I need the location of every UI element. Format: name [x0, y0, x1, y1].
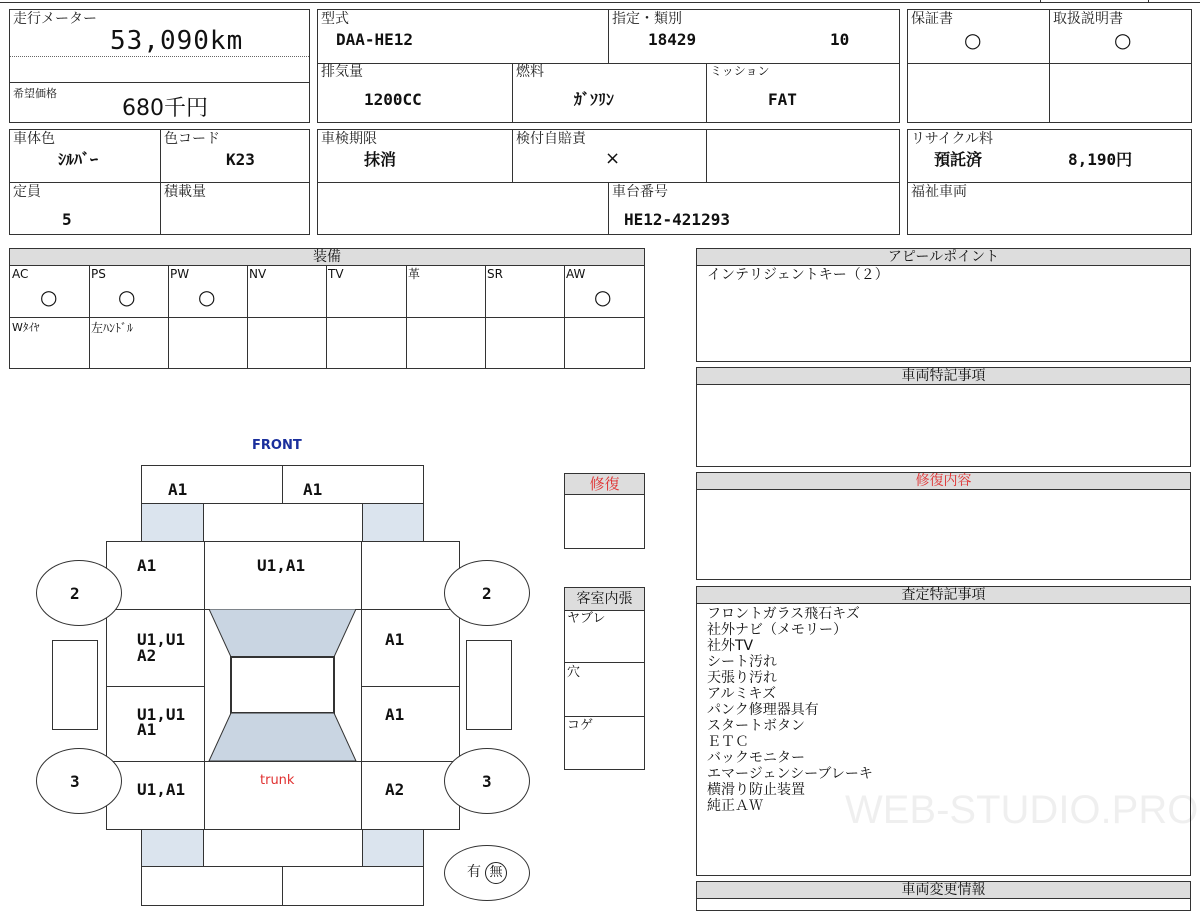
- chassis-value: HE12-421293: [624, 210, 730, 229]
- mission-value: FAT: [768, 90, 797, 109]
- assessment-text: フロントガラス飛石キズ 社外ナビ（メモリー） 社外TV シート汚れ 天張り汚れ アルミキズ パンク修理器具有 スタートボタン ＥＴＣ バックモニター エマージェンシーブレーキ 横滑り防止装置 純正ＡＷ: [707, 606, 873, 814]
- divider: [423, 830, 424, 866]
- manual-label: 取扱説明書: [1053, 11, 1123, 27]
- divider: [608, 10, 609, 63]
- equipment-table: [9, 248, 645, 369]
- divider: [706, 130, 707, 182]
- recycle-label: リサイクル料: [911, 131, 994, 147]
- color-code-label: 色コード: [164, 131, 220, 147]
- spare-none: 無: [485, 862, 507, 884]
- door-lr-value-1: U1,U1: [137, 705, 186, 724]
- interior-box: [564, 587, 645, 770]
- door-lr-value-2: A1: [137, 720, 157, 739]
- equip-mark: ○: [118, 285, 136, 309]
- mission-label: ミッション: [710, 64, 770, 78]
- fuel-label: 燃料: [516, 64, 544, 80]
- equip-mark: ○: [594, 285, 612, 309]
- right-side-bar: [466, 640, 512, 730]
- divider: [326, 266, 327, 368]
- door-lf-value-2: A2: [137, 646, 157, 665]
- model-box: [317, 9, 900, 123]
- interior-item: 穴: [567, 665, 581, 680]
- trunk-label: trunk: [260, 773, 295, 788]
- warranty-value: ○: [964, 28, 982, 52]
- load-label: 積載量: [164, 184, 206, 200]
- divider: [247, 266, 248, 368]
- warranty-label: 保証書: [911, 11, 953, 27]
- divider: [89, 266, 90, 368]
- divider: [423, 504, 424, 542]
- divider: [203, 504, 204, 542]
- divider: [282, 867, 283, 905]
- equip-row2-item: Wﾀｲﾔ: [12, 321, 40, 334]
- top-border: [0, 2, 1200, 3]
- designation-value-2: 10: [830, 30, 850, 49]
- odometer-label: 走行メーター: [13, 11, 97, 27]
- front-label: FRONT: [252, 438, 302, 453]
- divider: [362, 504, 363, 542]
- divider: [565, 716, 644, 717]
- equip-mark: ○: [40, 285, 58, 309]
- divider: [168, 266, 169, 368]
- divider: [362, 830, 363, 866]
- designation-label: 指定・類別: [612, 11, 682, 27]
- appeal-title: アピールポイント: [697, 249, 1190, 266]
- watermark: WEB-STUDIO.PRO: [845, 788, 1199, 832]
- tire-lr-value: 3: [70, 772, 80, 791]
- left-side-bar: [52, 640, 98, 730]
- divider: [908, 182, 1191, 183]
- divider: [203, 830, 204, 866]
- self-pay-value: ×: [605, 148, 621, 169]
- tire-lf-value: 2: [70, 584, 80, 603]
- equip-label: 革: [408, 267, 421, 281]
- odometer-price-box: [9, 9, 310, 123]
- displacement-label: 排気量: [321, 64, 363, 80]
- divider: [318, 63, 899, 64]
- hood-value: U1,A1: [257, 556, 306, 575]
- body-color-box: [9, 129, 310, 235]
- divider: [10, 82, 309, 83]
- divider: [564, 266, 565, 368]
- divider: [512, 130, 513, 182]
- divider: [10, 182, 309, 183]
- divider: [485, 266, 486, 368]
- repair-details-title: 修復内容: [697, 473, 1190, 490]
- equipment-title: 装備: [10, 249, 644, 266]
- recycle-status: 預託済: [934, 150, 983, 169]
- divider: [1049, 10, 1050, 122]
- interior-title: 客室内張: [565, 588, 644, 611]
- tire-rr-value: 3: [482, 772, 492, 791]
- change-info-box: [696, 881, 1191, 911]
- equip-label: AC: [12, 267, 29, 281]
- repair-details-box: [696, 472, 1191, 580]
- equip-label: TV: [328, 267, 344, 281]
- interior-item: ヤブレ: [567, 611, 606, 626]
- price-value: 680千円: [122, 96, 208, 121]
- car-diagram: [0, 0, 1, 1]
- divider: [608, 182, 609, 234]
- assessment-box: [696, 586, 1191, 876]
- equip-row2-item: 左ﾊﾝﾄﾞﾙ: [91, 321, 134, 335]
- inspection-box: [317, 129, 900, 235]
- color-code-value: K23: [226, 150, 255, 169]
- divider: [282, 466, 283, 503]
- repair-box-title: 修復: [565, 474, 644, 495]
- door-lf-value-1: U1,U1: [137, 630, 186, 649]
- displacement-value: 1200CC: [364, 90, 422, 109]
- spare-tire-indicator: [444, 845, 530, 901]
- tire-left-rear: [36, 748, 122, 814]
- divider: [1040, 0, 1041, 3]
- shade-area: [142, 504, 203, 542]
- model-label: 型式: [321, 11, 349, 27]
- shade-area: [362, 504, 423, 542]
- repair-box: [564, 473, 645, 549]
- divider: [512, 63, 513, 122]
- divider: [565, 662, 644, 663]
- capacity-label: 定員: [13, 184, 41, 200]
- vehicle-notes-title: 車両特記事項: [697, 368, 1190, 385]
- fender-left-value: A1: [137, 556, 157, 575]
- body-color-label: 車体色: [13, 131, 55, 147]
- designation-value-1: 18429: [648, 30, 697, 49]
- model-value: DAA-HE12: [336, 30, 414, 49]
- equip-label: NV: [249, 267, 267, 281]
- tire-left-front: [36, 560, 122, 626]
- equip-label: AW: [566, 267, 586, 281]
- car-body: [106, 541, 460, 830]
- price-label: 希望価格: [13, 87, 57, 100]
- capacity-value: 5: [62, 210, 72, 229]
- divider: [706, 63, 707, 122]
- interior-item: コゲ: [567, 718, 594, 733]
- shade-area: [362, 830, 423, 866]
- inspection-label: 車検期限: [321, 131, 377, 147]
- equip-label: PW: [170, 267, 190, 281]
- divider: [406, 266, 407, 368]
- vehicle-notes-box: [696, 367, 1191, 467]
- divider: [141, 504, 142, 542]
- front-bumper: [141, 465, 424, 504]
- tire-right-front: [444, 560, 530, 626]
- equip-label: PS: [91, 267, 106, 281]
- quarter-left-value: U1,A1: [137, 780, 186, 799]
- shade-area: [142, 830, 203, 866]
- tire-right-rear: [444, 748, 530, 814]
- warranty-box: [907, 9, 1192, 123]
- inspection-value: 抹消: [364, 150, 397, 169]
- body-color-value: ｼﾙﾊﾞｰ: [58, 150, 99, 169]
- divider: [141, 830, 142, 866]
- change-info-title: 車両変更情報: [697, 882, 1190, 899]
- dotted-divider: [10, 56, 309, 57]
- odometer-value: 53,090km: [110, 26, 244, 56]
- bumper-left-value: A1: [168, 480, 188, 499]
- equip-mark: ○: [198, 285, 216, 309]
- bumper-right-value: A1: [303, 480, 323, 499]
- appeal-box: [696, 248, 1191, 362]
- welfare-label: 福祉車両: [911, 184, 967, 200]
- recycle-box: [907, 129, 1192, 235]
- rear-bumper: [141, 866, 424, 906]
- manual-value: ○: [1114, 28, 1132, 52]
- divider: [10, 317, 644, 318]
- divider: [107, 686, 204, 687]
- chassis-label: 車台番号: [612, 184, 668, 200]
- assessment-title: 査定特記事項: [697, 587, 1190, 604]
- divider: [908, 63, 1191, 64]
- appeal-text: インテリジェントキー（２）: [707, 267, 889, 283]
- divider: [361, 686, 459, 687]
- door-rf-value: A1: [385, 630, 405, 649]
- spare-have: 有: [467, 864, 481, 880]
- equip-label: SR: [487, 267, 503, 281]
- quarter-right-value: A2: [385, 780, 405, 799]
- divider: [1148, 0, 1149, 3]
- windshield-roof: [204, 609, 362, 762]
- door-rr-value: A1: [385, 705, 405, 724]
- fuel-value: ｶﾞｿﾘﾝ: [574, 90, 615, 109]
- self-pay-label: 検付自賠責: [516, 131, 586, 147]
- recycle-fee: 8,190円: [1068, 150, 1133, 169]
- tire-rf-value: 2: [482, 584, 492, 603]
